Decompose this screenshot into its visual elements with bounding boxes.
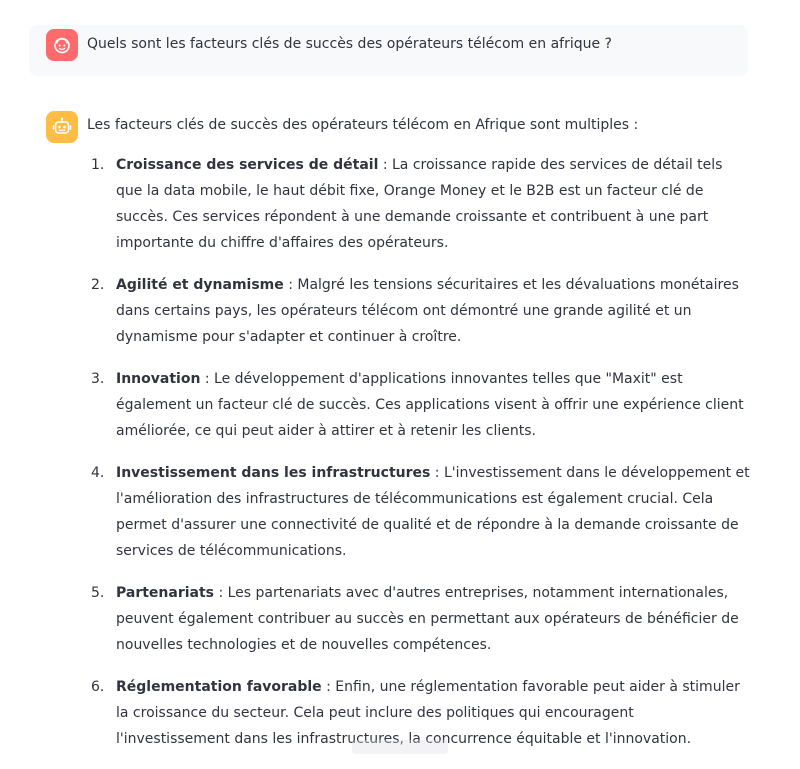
list-item-number: 6. [91,679,105,695]
assistant-intro-text: Les facteurs clés de succès des opérateurs télécom en Afrique sont multiples : [87,117,639,133]
list-item-text: : Malgré les tensions sécuritaires et les dévaluations monétaires dans certains pays, les opérateurs télécom ont démontré une grande agilité et un dynamisme pour s'adapter et continuer à croître. [116,277,739,345]
list-item-text: : Le développement d'applications innovantes telles que "Maxit" est également un facteur clé de succès. Ces applications visent à offrir une expérience client améliorée, ce qui peut aider à attirer et à retenir les clients. [116,371,744,439]
list-item-number: 4. [91,465,105,481]
list-item-term: Réglementation favorable [116,679,322,695]
list-item-term: Croissance des services de détail [116,157,379,173]
key-factors-list [87,152,750,752]
list-item-text: : La croissance rapide des services de détail tels que la data mobile, le haut débit fixe, Orange Money et le B2B est un facteur clé de succès. Ces services répondent à une demande croissante et contribuent à une part importante du chiffre d'affaires des opérateurs. [116,157,723,251]
list-item [87,152,750,256]
user-message [29,25,748,76]
assistant-avatar [46,111,78,143]
assistant-message [87,110,750,768]
user-message-text: Quels sont les facteurs clés de succès des opérateurs télécom en afrique ? [87,36,612,52]
robot-icon [52,117,72,137]
list-item [87,272,750,350]
list-item-number: 2. [91,277,105,293]
text-selection-highlight [352,740,448,754]
list-item-term: Investissement dans les infrastructures [116,465,431,481]
list-item [87,366,750,444]
list-item-text: : Enfin, une réglementation favorable peut aider à stimuler la croissance du secteur. Cela peut inclure des politiques qui encouragent l'investissement dans les infrastructures, la concurrence équitable et l'innovation. [116,679,740,747]
list-item-term: Agilité et dynamisme [116,277,284,293]
list-item-text: : L'investissement dans le développement et l'amélioration des infrastructures de télécommunications est également crucial. Cela permet d'assurer une connectivité de qualité et de répondre à la demande croissante de services de télécommunications. [116,465,750,559]
list-item-number: 1. [91,157,105,173]
user-avatar [46,29,78,61]
list-item-text: : Les partenariats avec d'autres entreprises, notamment internationales, peuvent également contribuer au succès en permettant aux opérateurs de bénéficier de nouvelles technologies et de nouvelles compétences. [116,585,739,653]
list-item-term: Partenariats [116,585,215,601]
user-face-icon [52,35,72,55]
list-item [87,580,750,658]
list-item-number: 5. [91,585,105,601]
list-item-term: Innovation [116,371,201,387]
list-item-number: 3. [91,371,105,387]
list-item [87,460,750,564]
